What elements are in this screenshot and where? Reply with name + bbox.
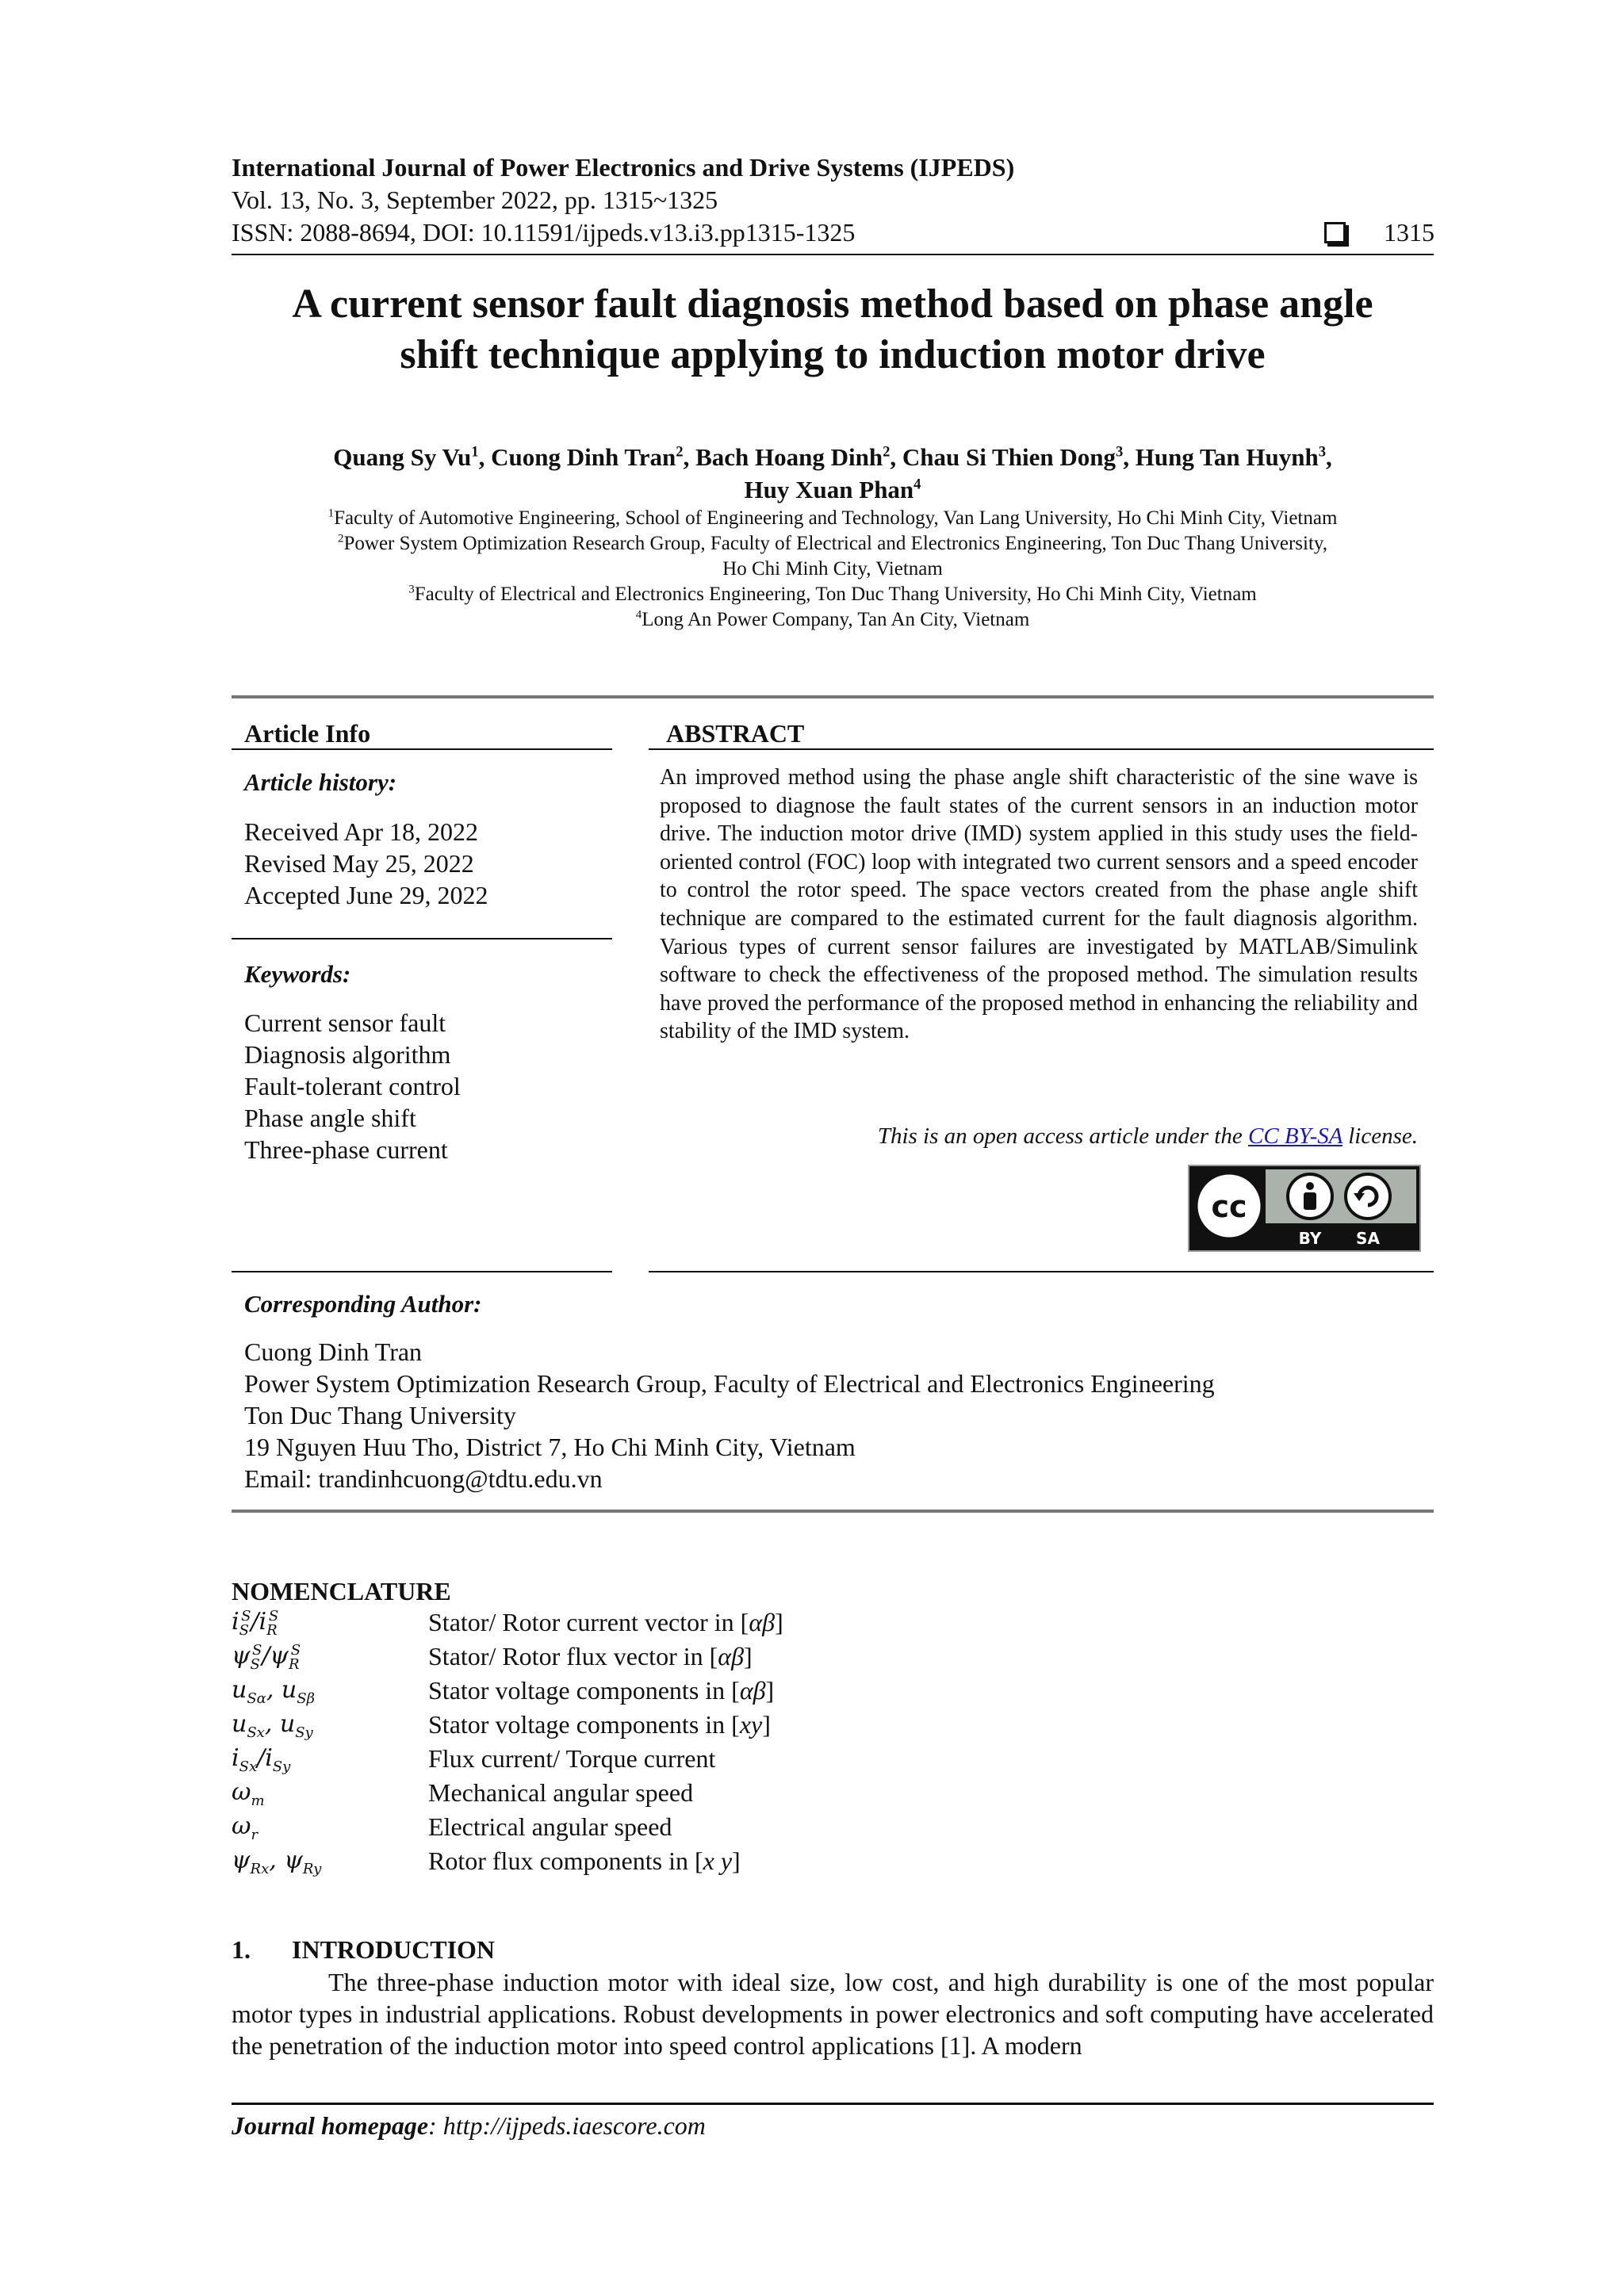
abstract-text: An improved method using the phase angle shift characteristic of the sine wave is proposed to diagnose the fault states of the current sensors in an induction motor drive. The induction motor drive (IMD) system applied in this study uses the field-oriented control (FOC) loop with integrated two current sensors and a speed encoder to control the rotor speed. The space vectors created from the phase angle shift technique are compared to the estimated current for the fault diagnosis algorithm. Various types of current sensor failures are investigated by MATLAB/Simulink software to check the effectiveness of the proposed method. The simulation results have proved the performance of the proposed method in enhancing the reliability and stability of the IMD system. <box>660 765 1418 1044</box>
paper-title <box>198 279 1467 381</box>
nomenclature-symbol: $\omega_r$ <box>232 1812 259 1843</box>
title-line-1: A current sensor fault diagnosis method based on phase angle <box>292 281 1373 327</box>
article-history-heading: Article history: <box>244 768 397 796</box>
info-box-top-rule <box>232 695 1434 698</box>
received-date: Received Apr 18, 2022 <box>244 817 479 846</box>
nomenclature-description: Rotor flux components in [x y] <box>428 1846 741 1875</box>
corresponding-affiliation: Power System Optimization Research Group, Faculty of Electrical and Electronics Engineering <box>244 1369 1215 1398</box>
nomenclature-symbol: $i_S^S/i_R^S$ <box>232 1608 279 1639</box>
sa-label: SA <box>1356 1229 1380 1248</box>
nomenclature-description: Stator voltage components in [αβ] <box>428 1676 775 1705</box>
author-name: Quang Sy Vu <box>333 443 472 471</box>
volume-info: Vol. 13, No. 3, September 2022, pp. 1315~1325 <box>232 186 718 214</box>
issn-doi: ISSN: 2088-8694, DOI: 10.11591/ijpeds.v13.i3.pp1315-1325 <box>232 218 856 247</box>
square-bullet-icon <box>1324 222 1346 243</box>
nomenclature-symbol: $\psi_{Rx}$, $\psi_{Ry}$ <box>232 1846 322 1877</box>
footer-rule <box>232 2103 1434 2105</box>
abstract-heading: ABSTRACT <box>666 719 805 748</box>
author-name: Cuong Dinh Tran <box>491 443 676 471</box>
info-bottom-rule-left <box>232 1271 612 1272</box>
corresponding-university: Ton Duc Thang University <box>244 1401 516 1429</box>
author-list: Quang Sy Vu$^1$, Cuong Dinh Tran$^2$, Bach Hoang Dinh$^2$, Chau Si Thien Dong$^3$, Hung Tan Huynh$^3$, Huy Xuan Phan$^4$ <box>333 443 1332 503</box>
revised-date: Revised May 25, 2022 <box>244 849 474 878</box>
corresponding-details <box>244 1336 1215 1494</box>
nomenclature-row <box>232 1846 1342 1881</box>
info-box-bottom-rule <box>232 1510 1434 1513</box>
nomenclature-row <box>232 1608 1342 1643</box>
journal-homepage: Journal homepage: http://ijpeds.iaescore.com <box>232 2111 706 2140</box>
nomenclature-row <box>232 1778 1342 1813</box>
nomenclature-row <box>232 1744 1342 1779</box>
nomenclature-description: Electrical angular speed <box>428 1812 672 1841</box>
title-line-2: shift technique applying to induction motor drive <box>400 332 1266 377</box>
article-info-rule <box>232 748 612 750</box>
keyword: Three-phase current <box>244 1135 448 1164</box>
introduction-heading: 1. INTRODUCTION <box>232 1935 496 1964</box>
nomenclature-row <box>232 1812 1342 1847</box>
nomenclature-row <box>232 1642 1342 1677</box>
affiliation-line: Ho Chi Minh City, Vietnam <box>722 558 943 580</box>
keyword: Phase angle shift <box>244 1104 416 1132</box>
keyword: Current sensor fault <box>244 1008 446 1037</box>
keyword-list <box>244 1007 461 1165</box>
corresponding-heading: Corresponding Author: <box>244 1290 482 1318</box>
affiliation-line: $^3$Faculty of Electrical and Electronics Engineering, Ton Duc Thang University, Ho Chi Minh City, Vietnam <box>408 583 1257 605</box>
homepage-link[interactable]: : http://ijpeds.iaescore.com <box>428 2111 706 2140</box>
corresponding-name: Cuong Dinh Tran <box>244 1337 423 1366</box>
corresponding-email[interactable]: Email: trandinhcuong@tdtu.edu.vn <box>244 1464 603 1493</box>
nomenclature-row <box>232 1676 1342 1711</box>
cc-license-icon <box>1189 1166 1419 1250</box>
nomenclature-description: Stator/ Rotor flux vector in [αβ] <box>428 1642 753 1670</box>
nomenclature-description: Stator/ Rotor current vector in [αβ] <box>428 1608 783 1636</box>
author-name: Bach Hoang Dinh <box>695 443 883 471</box>
cc-by-sa-link[interactable]: CC BY-SA <box>1248 1123 1342 1149</box>
nomenclature-symbol: $i_{Sx}/i_{Sy}$ <box>232 1744 291 1775</box>
header-rule <box>232 254 1434 255</box>
nomenclature-symbol: $u_{S\alpha}$, $u_{S\beta}$ <box>232 1676 315 1707</box>
by-label: BY <box>1298 1229 1322 1248</box>
nomenclature-symbol: $\psi_S^S/\psi_R^S$ <box>232 1642 301 1673</box>
nomenclature-description: Flux current/ Torque current <box>428 1744 716 1773</box>
license-notice: This is an open access article under the CC BY-SA license. <box>877 1123 1418 1149</box>
abstract-rule <box>649 748 1434 750</box>
corresponding-address: 19 Nguyen Huu Tho, District 7, Ho Chi Minh City, Vietnam <box>244 1433 856 1461</box>
nomenclature-heading: NOMENCLATURE <box>232 1577 451 1605</box>
accepted-date: Accepted June 29, 2022 <box>244 881 488 909</box>
author-name: Hung Tan Huynh <box>1135 443 1319 471</box>
page-number: 1315 <box>1384 218 1434 247</box>
page-number-area <box>1323 217 1434 247</box>
affiliation-line: $^2$Power System Optimization Research Group, Faculty of Electrical and Electronics Engineering, Ton Duc Thang University, <box>337 532 1328 554</box>
nomenclature-row <box>232 1710 1342 1745</box>
nomenclature-symbol: $\omega_m$ <box>232 1778 265 1809</box>
article-info-heading: Article Info <box>244 719 371 748</box>
info-bottom-rule-right <box>649 1271 1434 1272</box>
journal-name: International Journal of Power Electronics and Drive Systems (IJPEDS) <box>232 153 1015 182</box>
cc-glyph: cc <box>1211 1189 1247 1224</box>
affiliation-line: $^4$Long An Power Company, Tan An City, Vietnam <box>635 608 1030 630</box>
cc-by-sa-badge[interactable] <box>1188 1165 1421 1252</box>
author-name: Chau Si Thien Dong <box>902 443 1116 471</box>
nomenclature-symbol: $u_{Sx}$, $u_{Sy}$ <box>232 1710 313 1741</box>
affiliations <box>198 506 1467 633</box>
nomenclature-description: Mechanical angular speed <box>428 1778 694 1807</box>
keyword: Diagnosis algorithm <box>244 1040 451 1069</box>
keywords-heading: Keywords: <box>244 960 351 988</box>
history-rule <box>232 938 612 939</box>
keyword: Fault-tolerant control <box>244 1072 461 1100</box>
author-name: Huy Xuan Phan <box>744 476 914 503</box>
affiliation-line: $^1$Faculty of Automotive Engineering, School of Engineering and Technology, Van Lang University, Ho Chi Minh City, Vietnam <box>327 507 1338 529</box>
introduction-text: The three-phase induction motor with ideal size, low cost, and high durability is one of the most popular motor types in industrial applications. Robust developments in power electronics and soft computing have accelerated the penetration of the induction motor into speed control applications [1]. A modern <box>232 1968 1434 2060</box>
nomenclature-description: Stator voltage components in [xy] <box>428 1710 771 1739</box>
